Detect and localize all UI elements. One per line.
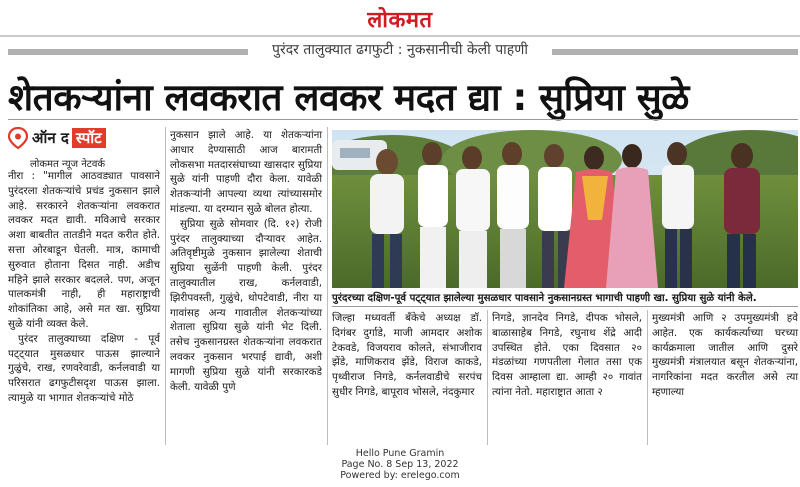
footer-page-date: Page No. 8 Sep 13, 2022	[341, 459, 459, 470]
column-2-paragraph-2: सुप्रिया सुळे सोमवार (दि. १२) रोजी पुरंदर तालुक्याच्या दौऱ्यावर आहेत. अतिवृष्टीमुळे नुकसान झालेल्या शेताची सुप्रिया सुळेंनी पाहणी केली. पुरंदर तालुक्यातील राख, कर्नलवाडी, झिरीपवस्ती, गुळुंचे, थोपटेवाडी, नीरा या गावांसह अन्य गावातील शेतकऱ्यांच्या शेताला सुप्रिया सुळे यांनी भेट दिली. तसेच नुकसानग्रस्त शेतकऱ्यांना लवकरात लवकर नुकसान भरपाई द्यावी, अशी मागणी सुप्रिया सुळे यांनी सरकारकडे केली. यावेळी पुणे	[170, 217, 322, 393]
byline: लोकमत न्यूज नेटवर्क	[30, 159, 106, 170]
caption-divider	[332, 306, 798, 307]
headline: शेतकऱ्यांना लवकरात लवकर मदत द्या : सुप्रिया सुळे	[8, 76, 689, 119]
column-4-paragraph: निगडे, ज्ञानदेव निगडे, दीपक भोसले, बाळासाहेब निगडे, रघुनाथ शेंद्रे आदी उपस्थित होते. एका दिवसात २० मंडळांच्या गणपतीला गेलात तसा एक दिवस आम्हाला द्या. आम्ही २० गावांत त्यांना नेतो. महाराष्ट्रात आता २	[492, 312, 642, 398]
page-footer	[0, 448, 800, 481]
column-3-paragraph: जिल्हा मध्यवर्ती बँकेचे अध्यक्ष डॉ. दिगंबर दुर्गाडे, माजी आमदार अशोक टेकवडे, विजयराव कोलते, संभाजीराव झेंडे, माणिकराव झेंडे, विराज काकडे, पृथ्वीराज निगडे, कर्नलवाडीचे सरपंच सुधीर निगडे, बापूराव भोसले, नंदकुमार	[332, 312, 482, 398]
photo-caption: पुरंदरच्या दक्षिण-पूर्व पट्ट्यात झालेल्या मुसळधार पावसाने नुकसानग्रस्त भागाची पाहणी खा. सुप्रिया सुळे यांनी केले.	[332, 293, 757, 304]
article-column-4	[492, 311, 642, 400]
column-divider-1	[165, 127, 166, 445]
column-divider-2	[327, 127, 328, 445]
column-1-paragraph-2: पुरंदर तालुक्याच्या दक्षिण - पूर्व पट्ट्यात मुसळधार पाऊस झाल्याने गुळुंचे, राख, रणवरेवाडी, कर्नलवाडी या परिसरात ढगफुटीसदृश पाऊस झाला. त्यामुळे या भागात शेतकऱ्यांचे मोठे	[8, 332, 160, 404]
on-the-spot-label	[8, 127, 158, 151]
spot-label-a: ऑन द	[32, 129, 69, 147]
article-column-1	[8, 169, 160, 406]
column-5-paragraph: मुख्यमंत्री आणि २ उपमुख्यमंत्री हवे आहेत. एक कार्यकर्त्याच्या घरच्या कार्यक्रमाला जातील आणि दुसरे मुख्यमंत्री मंत्रालयात बसून शेतकऱ्यांना, नागरिकांना मदत करतील असे त्या म्हणाल्या	[652, 312, 798, 398]
newspaper-masthead: लोकमत	[367, 8, 433, 33]
column-divider-4	[647, 310, 648, 445]
spot-text	[32, 128, 106, 148]
masthead-divider	[0, 35, 800, 37]
field-visit-photo-image	[332, 130, 798, 288]
location-pin-icon	[8, 127, 28, 149]
article-column-2	[170, 128, 322, 394]
kicker-text: पुरंदर तालुक्यात ढगफुटी : नुकसानीची केली पाहणी	[272, 42, 528, 58]
headline-divider	[8, 119, 798, 120]
news-photo	[332, 130, 798, 288]
footer-powered-by: Powered by: erelego.com	[340, 470, 460, 481]
article-column-3	[332, 311, 482, 400]
column-divider-3	[487, 310, 488, 445]
article-column-5	[652, 311, 798, 400]
column-1-paragraph-1: नीरा : "मागील आठवड्यात पावसाने पुरंदरला शेतकऱ्यांचे प्रचंड नुकसान झाले आहे. सरकारने शेतकऱ्यांना लवकरात लवकर मदत द्यावी. मविआचे सरकार अशा बाबतीत तातडीने मदत करीत होते. सत्ता ओरबाडून घेतली. मात्र, कामाची सुरुवात होताना दिसत नाही. अडीच महिने झाले सरकार बदलले. पण, अजून पालकमंत्री नाही, ही महाराष्ट्राची शोकांतिका आहे, असे मत खा. सुप्रिया सुळे यांनी व्यक्त केले.	[8, 170, 160, 330]
spot-label-b: स्पॉट	[72, 128, 106, 148]
footer-edition: Hello Pune Gramin	[355, 448, 445, 459]
column-2-paragraph-1: नुकसान झाले आहे. या शेतकऱ्यांना आधार देण्यासाठी आज बारामती लोकसभा मतदारसंघाच्या खासदार सुप्रिया सुळे यांनी पाहणी दौरा केला. यावेळी शेतकऱ्यांनी आपल्या व्यथा त्यांच्यासमोर मांडल्या. या दरम्यान सुळे बोलत होत्या.	[170, 129, 322, 215]
